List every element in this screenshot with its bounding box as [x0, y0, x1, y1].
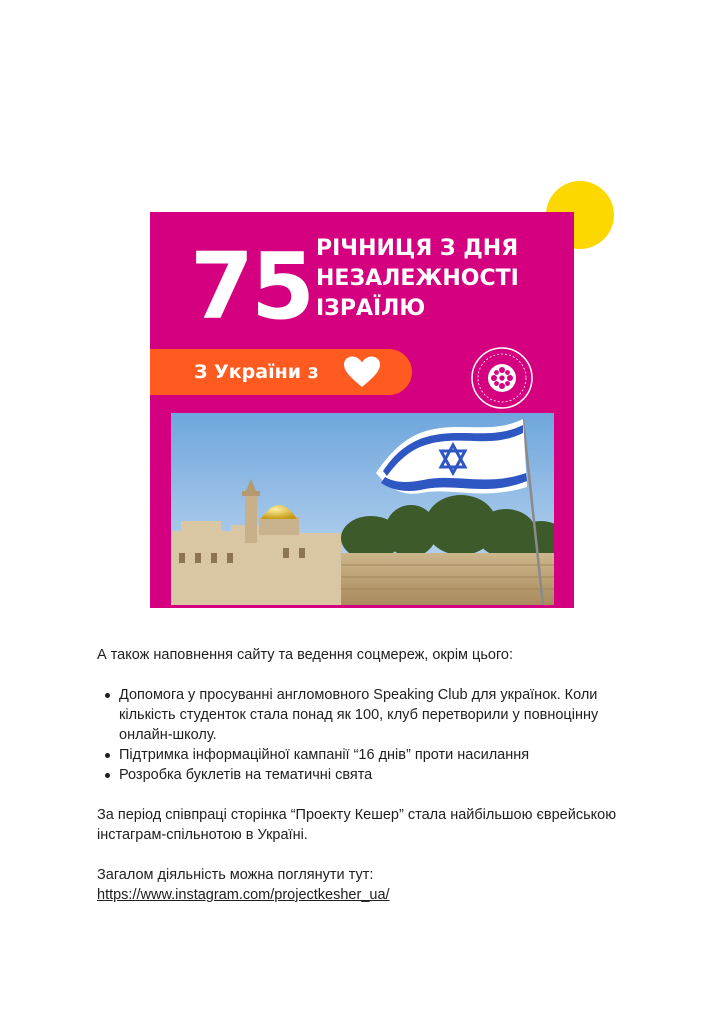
activities-list: [97, 685, 637, 785]
poster-headline: [316, 234, 519, 324]
headline-line: ІЗРАЇЛЮ: [316, 296, 426, 321]
list-item: Допомога у просуванні англомовного Speaking Club для українок. Коли кількість студенток стала понад як 100, клуб перетворили у повноцінну онлайн-школу.: [97, 685, 637, 745]
jerusalem-photo: [171, 413, 554, 605]
result-paragraph: За період співпраці сторінка “Проекту Кешер” стала найбільшою єврейською інстаграм-спільнотою в Україні.: [97, 807, 617, 843]
intro-paragraph: А також наповнення сайту та ведення соцмереж, окрім цього:: [97, 647, 514, 663]
instagram-link[interactable]: https://www.instagram.com/projectkesher_ua/: [97, 887, 390, 903]
seal-logo: [470, 346, 534, 410]
list-item: Розробка буклетів на тематичні свята: [97, 765, 637, 785]
poster-number: 75: [190, 233, 313, 340]
anniversary-poster: [150, 212, 574, 608]
headline-line: РІЧНИЦЯ З ДНЯ: [316, 236, 519, 261]
heart-icon: [342, 355, 382, 389]
closing-line: Загалом діяльність можна поглянути тут:: [97, 867, 374, 883]
list-item: Підтримка інформаційної кампанії “16 днів” проти насилання: [97, 745, 637, 765]
from-ukraine-pill: [150, 349, 412, 395]
description-text: [97, 645, 637, 905]
headline-line: НЕЗАЛЕЖНОСТІ: [316, 266, 519, 291]
pill-label: З України з: [194, 361, 319, 383]
